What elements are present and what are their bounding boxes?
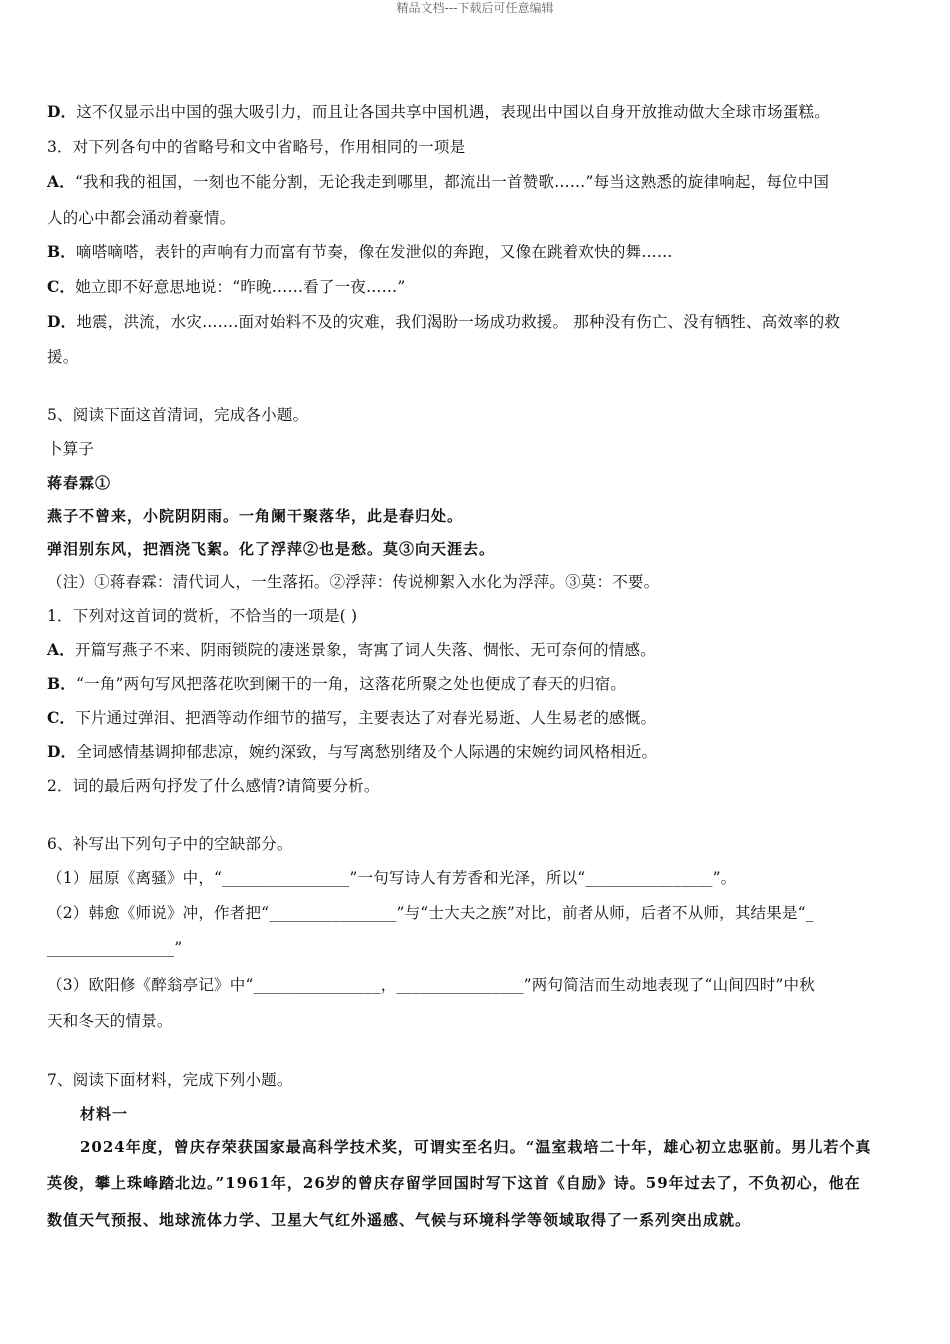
option-label: D．	[47, 742, 77, 761]
q3-option-d-prev	[47, 102, 910, 122]
material-paragraph-line-1: 2024年度，曾庆存荣获国家最高科学技术奖，可谓实至名归。“温室栽培二十年，雄心初立忠驱前。男儿若个真	[80, 1138, 872, 1156]
material-paragraph-line-3: 数值天气预报、地球流体力学、卫星大气红外遥感、气候与环境科学等领域取得了一系列突出成就。	[47, 1211, 752, 1229]
q5-option-b	[47, 674, 910, 694]
option-text: 下片通过弹泪、把酒等动作细节的描写，主要表达了对春光易逝、人生易老的感慨。	[75, 709, 657, 727]
option-label: D．	[47, 102, 77, 121]
option-label: A．	[47, 172, 75, 191]
option-text: “我和我的祖国，一刻也不能分割，无论我走到哪里，都流出一首赞歌……”每当这熟悉的旋律响起，每位中国	[74, 173, 830, 191]
option-label: C．	[47, 708, 76, 727]
material-paragraph-line-2: 英俊，攀上珠峰踏北边。”1961年，26岁的曾庆存留学回国时写下这首《自励》诗。59年过去了，不负初心，他在	[47, 1174, 861, 1192]
q5-sub1: 1．下列对这首词的赏析，不恰当的一项是( )	[47, 607, 358, 625]
q3-option-b	[47, 242, 910, 262]
q5-title: 5、阅读下面这首清词，完成各小题。	[47, 406, 309, 424]
option-text: 开篇写燕子不来、阴雨锁院的凄迷景象，寄寓了词人失落、惆怅、无可奈何的情感。	[74, 641, 656, 659]
q3-option-a-cont: 人的心中都会涌动着豪情。	[47, 209, 236, 227]
option-text: “一角”两句写风把落花吹到阑干的一角，这落花所聚之处也便成了春天的归宿。	[76, 675, 627, 693]
material-heading: 材料一	[80, 1105, 129, 1123]
poem-author: 蒋春霖①	[47, 474, 112, 492]
q7-title: 7、阅读下面材料，完成下列小题。	[47, 1071, 293, 1089]
q5-option-c	[47, 708, 910, 728]
q3-option-c	[47, 277, 910, 297]
option-text: 地震，洪流，水灾…….面对始料不及的灾难，我们渴盼一场成功救援。 那种没有伤亡、没有牺牲、高效率的救	[76, 313, 841, 331]
poem-line-2: 弹泪别东风，把酒浇飞絮。化了浮萍②也是愁。莫③向天涯去。	[47, 540, 496, 558]
option-text: 她立即不好意思地说：“昨晚……看了一夜……”	[75, 278, 406, 296]
option-label: D．	[47, 312, 77, 331]
poem-line-1: 燕子不曾来，小院阴阴雨。一角阑干聚落华，此是春归处。	[47, 507, 464, 525]
q3-option-a	[47, 172, 910, 192]
option-label: C．	[47, 277, 76, 296]
option-label: A．	[47, 640, 75, 659]
q3-option-d	[47, 312, 910, 332]
option-text: 这不仅显示出中国的强大吸引力，而且让各国共享中国机遇，表现出中国以自身开放推动做大全球市场蛋糕。	[76, 103, 830, 121]
q3-title: 3．对下列各句中的省略号和文中省略号，作用相同的一项是	[47, 138, 466, 156]
q6-part-2-cont: ________________”	[47, 939, 183, 957]
q5-option-d	[47, 742, 910, 762]
q6-part-2: （2）韩愈《师说》冲，作者把“________________”与“士大夫之族”对比，前者从师，后者不从师，其结果是“_	[47, 904, 814, 922]
q5-option-a	[47, 640, 910, 660]
poem-note: （注）①蒋春霖：清代词人，一生落拓。②浮萍：传说柳絮入水化为浮萍。③莫：不要。	[47, 573, 660, 591]
q5-sub2: 2．词的最后两句抒发了什么感情?请简要分析。	[47, 777, 380, 795]
option-label: B．	[47, 242, 77, 261]
page-header: 精品文档---下载后可任意编辑	[396, 1, 554, 15]
option-label: B．	[47, 674, 77, 693]
q6-part-1: （1）屈原《离骚》中，“________________”一句写诗人有芳香和光泽，所以“________________”。	[47, 869, 737, 887]
q6-part-3-cont: 天和冬天的情景。	[47, 1012, 173, 1030]
q6-title: 6、补写出下列句子中的空缺部分。	[47, 835, 293, 853]
option-text: 嘀嗒嘀嗒，表针的声响有力而富有节奏，像在发泄似的奔跑，又像在跳着欢快的舞……	[76, 243, 673, 261]
q6-part-3: （3）欧阳修《醉翁亭记》中“________________，________________”两句简洁而生动地表现了“山间四时”中秋	[47, 976, 815, 994]
poem-title: 卜算子	[47, 440, 95, 458]
q3-option-d-cont: 援。	[47, 348, 79, 366]
option-text: 全词感情基调抑郁悲凉，婉约深致，与写离愁别绪及个人际遇的宋婉约词风格相近。	[76, 743, 658, 761]
